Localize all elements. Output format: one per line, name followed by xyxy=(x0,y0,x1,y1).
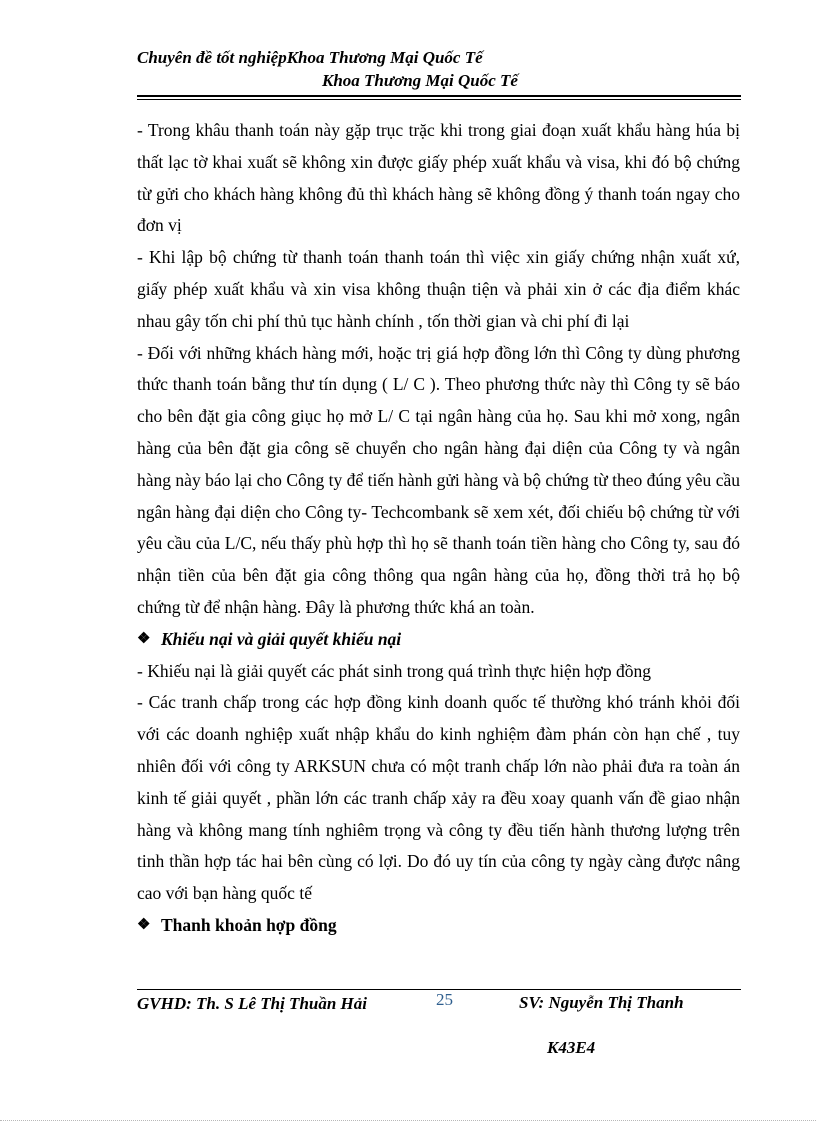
document-body xyxy=(137,115,740,942)
paragraph-documents: - Khi lập bộ chứng từ thanh toán thanh toán thì việc xin giấy chứng nhận xuất xứ, giấy phép xuất khẩu và xin visa không thuận tiện và phải xin ở các địa điểm khác nhau gây tốn chi phí thủ tục hành chính , tốn thời gian và chi phí đi lại xyxy=(137,247,740,331)
footer-advisor: GVHD: Th. S Lê Thị Thuần Hải xyxy=(137,994,368,1013)
footer-student: SV: Nguyễn Thị Thanh xyxy=(519,993,684,1012)
heading-contract-liquidation xyxy=(137,910,740,942)
header-title-line2: Khoa Thương Mại Quốc Tế xyxy=(322,71,518,90)
diamond-bullet-icon: ❖ xyxy=(137,916,151,933)
paragraph-disputes: - Các tranh chấp trong các hợp đồng kinh doanh quốc tế thường khó tránh khỏi đối với các doanh nghiệp xuất nhập khẩu do kinh nghiệm đàm phán còn hạn chế , tuy nhiên đối với công ty ARKSUN chưa có một tranh chấp lớn nào phải đưa ra toàn án kinh tế giải quyết , phần lớn các tranh chấp xảy ra đều xoay quanh vấn đề giao nhận hàng và không mang tính nghiêm trọng và công ty đều tiến hành thương lượng trên tinh thần hợp tác hai bên cùng có lợi. Do đó uy tín của công ty ngày càng được nâng cao với bạn hàng quốc tế xyxy=(137,692,740,904)
heading-contract-liquidation-text: Thanh khoản hợp đồng xyxy=(161,914,337,935)
header-title-line1: Chuyên đề tốt nghiệpKhoa Thương Mại Quốc Tế xyxy=(137,48,483,67)
heading-complaints xyxy=(137,624,740,656)
header-rule-thin xyxy=(137,99,741,100)
paragraph-payment-issue: - Trong khâu thanh toán này gặp trục trặc khi trong giai đoạn xuất khẩu hàng húa bị thất lạc tờ khai xuất sẽ không xin được giấy phép xuất khẩu và visa, khi đó bộ chứng từ gửi cho khách hàng không đủ thì khách hàng sẽ không đồng ý thanh toán ngay cho đơn vị xyxy=(137,120,740,236)
header-rule-thick xyxy=(137,95,741,97)
footer-class-code: K43E4 xyxy=(547,1038,596,1057)
diamond-bullet-icon: ❖ xyxy=(137,630,151,647)
page-number: 25 xyxy=(436,990,453,1009)
heading-complaints-text: Khiếu nại và giải quyết khiếu nại xyxy=(161,628,402,649)
paragraph-complaint-definition: - Khiếu nại là giải quyết các phát sinh trong quá trình thực hiện hợp đồng xyxy=(137,660,651,681)
paragraph-letter-of-credit: - Đối với những khách hàng mới, hoặc trị giá hợp đồng lớn thì Công ty dùng phương thức thanh toán bằng thư tín dụng ( L/ C ). Theo phương thức này thì Công ty sẽ báo cho bên đặt gia công giục họ mở L/ C tại ngân hàng của họ. Sau khi mở xong, ngân hàng của bên đặt gia công sẽ chuyển cho ngân hàng đại diện của Công ty và ngân hàng này báo lại cho Công ty để tiến hành gửi hàng và bộ chứng từ theo đúng yêu cầu ngân hàng đại diện cho Công ty- Techcombank sẽ xem xét, đối chiếu bộ chứng từ với yêu cầu của L/C, nếu thấy phù hợp thì họ sẽ thanh toán tiền hàng cho Công ty, sau đó nhận tiền của bên đặt gia công thông qua ngân hàng của họ, đồng thời trả họ bộ chứng từ để nhận hàng. Đây là phương thức khá an toàn. xyxy=(137,342,740,617)
page-edge-divider xyxy=(0,1120,816,1121)
